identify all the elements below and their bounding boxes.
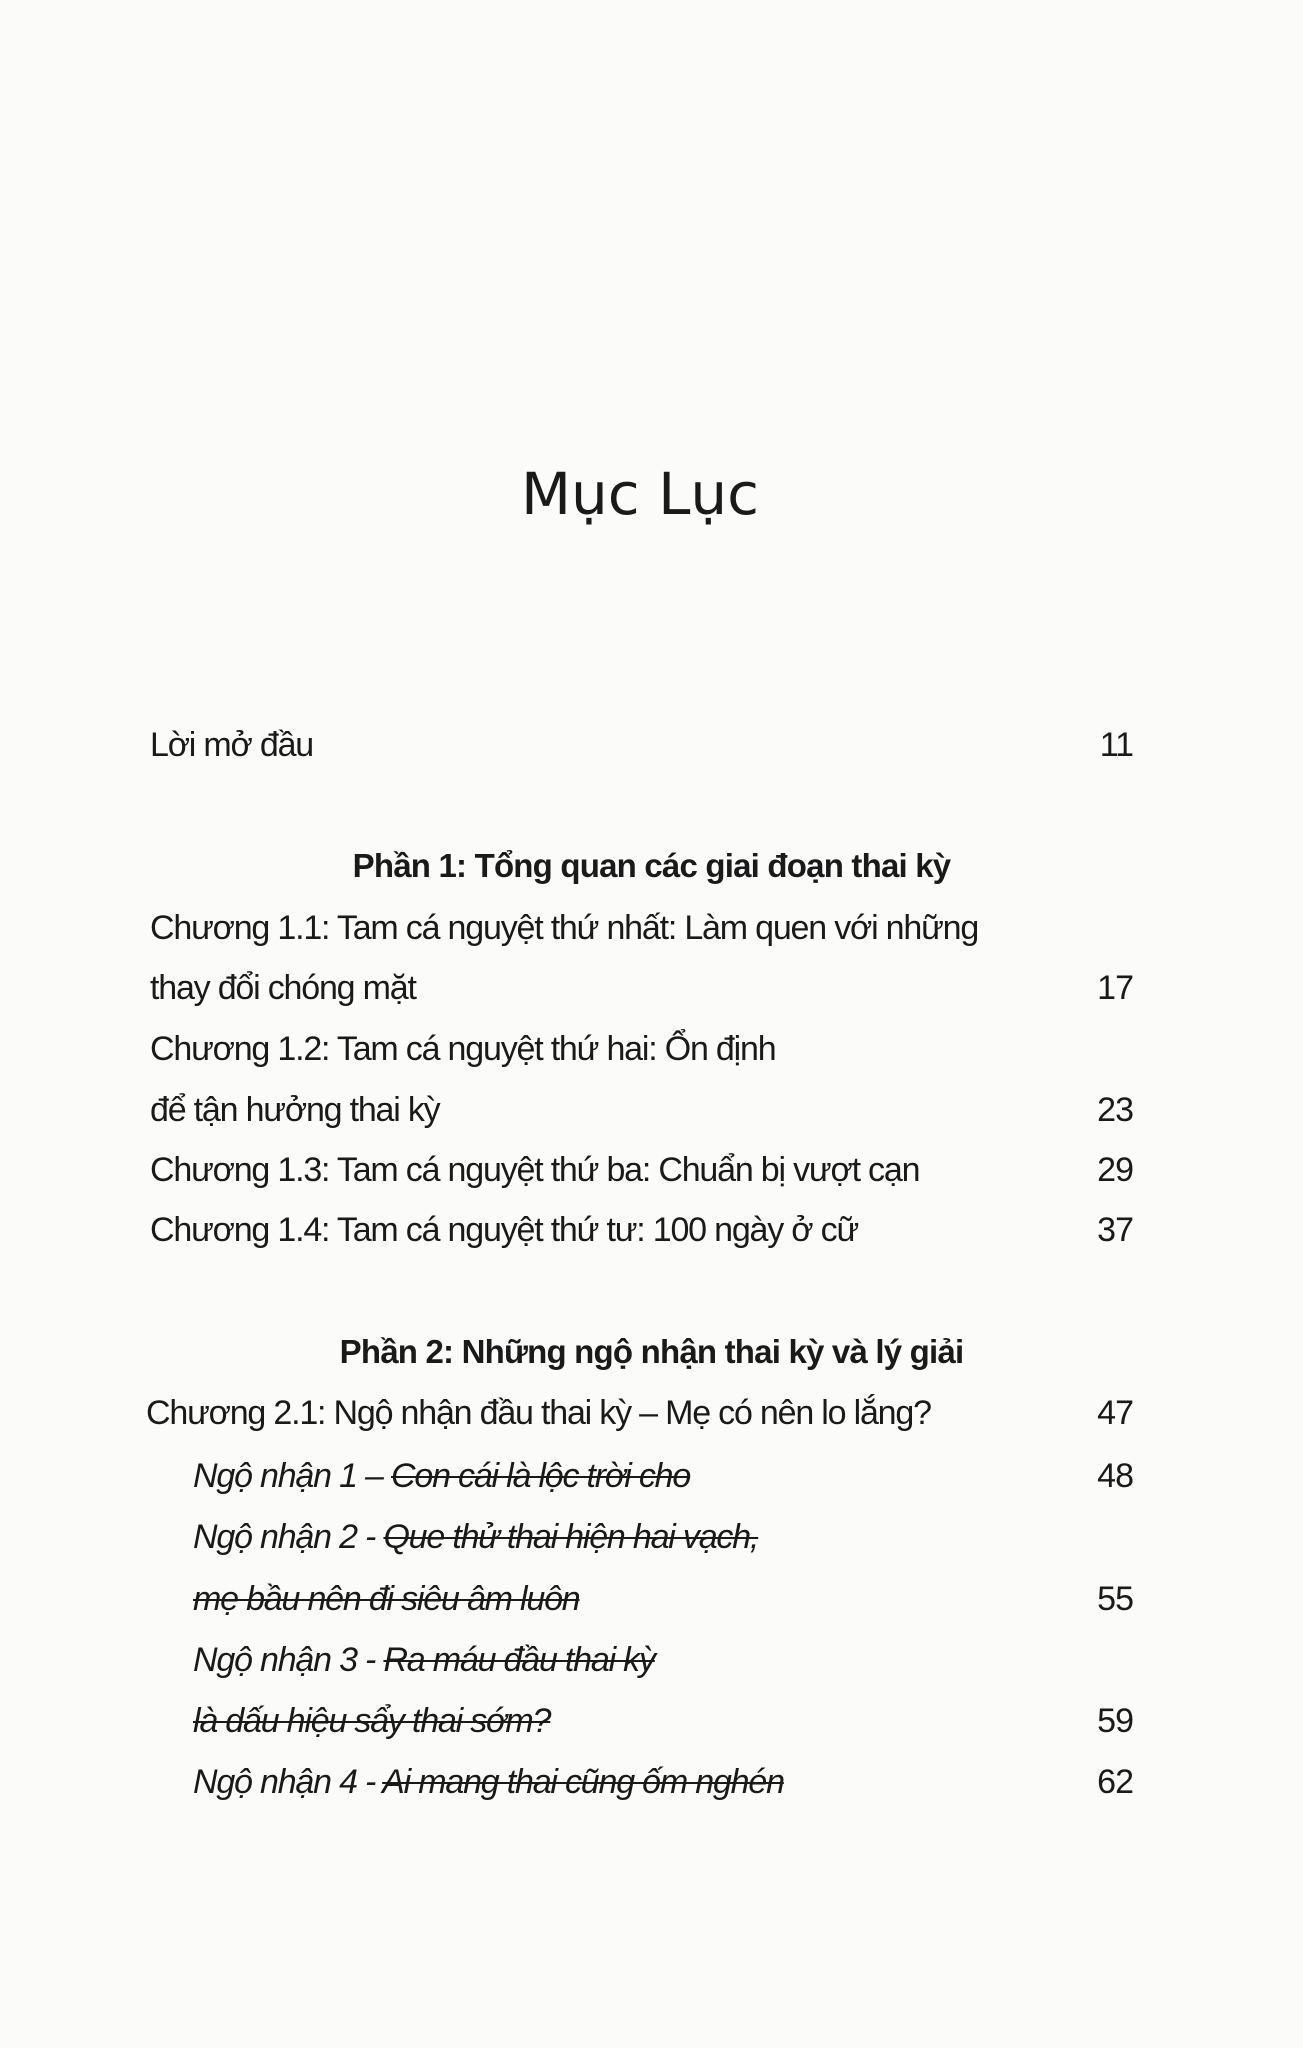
toc-page: 59 bbox=[1097, 1702, 1133, 1740]
toc-page: 29 bbox=[1097, 1151, 1133, 1189]
toc-intro-label: Lời mở đầu bbox=[150, 726, 313, 764]
myth-text: Ra máu đầu thai kỳ bbox=[383, 1641, 655, 1679]
toc-page: 17 bbox=[1097, 969, 1133, 1007]
toc-page: 62 bbox=[1097, 1763, 1133, 1801]
part1-heading: Phần 1: Tổng quan các giai đoạn thai kỳ bbox=[352, 847, 951, 884]
toc-entry-1-1: Chương 1.1: Tam cá nguyệt thứ nhất: Làm quen với những bbox=[150, 909, 979, 947]
myth-prefix: Ngộ nhận 3 - bbox=[193, 1641, 384, 1679]
toc-entry-1-2-cont: để tận hưởng thai kỳ bbox=[150, 1091, 440, 1129]
toc-page: 47 bbox=[1097, 1394, 1133, 1432]
toc-myth-2 bbox=[193, 1515, 758, 1559]
toc-myth-4 bbox=[193, 1760, 784, 1804]
toc-myth-1 bbox=[193, 1454, 690, 1498]
myth-prefix: Ngộ nhận 1 – bbox=[193, 1457, 392, 1495]
myth-text: Que thử thai hiện hai vạch, bbox=[383, 1518, 759, 1556]
part2-heading: Phần 2: Những ngộ nhận thai kỳ và lý giải bbox=[339, 1333, 964, 1370]
toc-page: 37 bbox=[1097, 1211, 1133, 1249]
toc-myth-3 bbox=[193, 1638, 655, 1682]
toc-myth-3-cont: là dấu hiệu sẩy thai sớm? bbox=[193, 1702, 551, 1740]
toc-entry-1-2: Chương 1.2: Tam cá nguyệt thứ hai: Ổn định bbox=[150, 1030, 776, 1068]
myth-text: Ai mang thai cũng ốm nghén bbox=[382, 1763, 784, 1801]
myth-text: Con cái là lộc trời cho bbox=[391, 1457, 691, 1495]
myth-prefix: Ngộ nhận 4 - bbox=[193, 1763, 383, 1801]
toc-entry-1-1-cont: thay đổi chóng mặt bbox=[150, 969, 416, 1007]
toc-page: 23 bbox=[1097, 1091, 1133, 1129]
toc-myth-2-cont: mẹ bầu nên đi siêu âm luôn bbox=[193, 1580, 580, 1618]
toc-entry-1-4: Chương 1.4: Tam cá nguyệt thứ tư: 100 ngày ở cữ bbox=[150, 1211, 859, 1249]
toc-page: 55 bbox=[1097, 1580, 1133, 1618]
toc-intro-page: 11 bbox=[1099, 726, 1133, 764]
myth-prefix: Ngộ nhận 2 - bbox=[193, 1518, 384, 1556]
page-title: Mục Lục bbox=[520, 460, 760, 528]
toc-page: 48 bbox=[1097, 1457, 1133, 1495]
toc-entry-1-3: Chương 1.3: Tam cá nguyệt thứ ba: Chuẩn bị vượt cạn bbox=[150, 1151, 920, 1189]
toc-entry-2-1: Chương 2.1: Ngộ nhận đầu thai kỳ – Mẹ có nên lo lắng? bbox=[146, 1394, 931, 1432]
